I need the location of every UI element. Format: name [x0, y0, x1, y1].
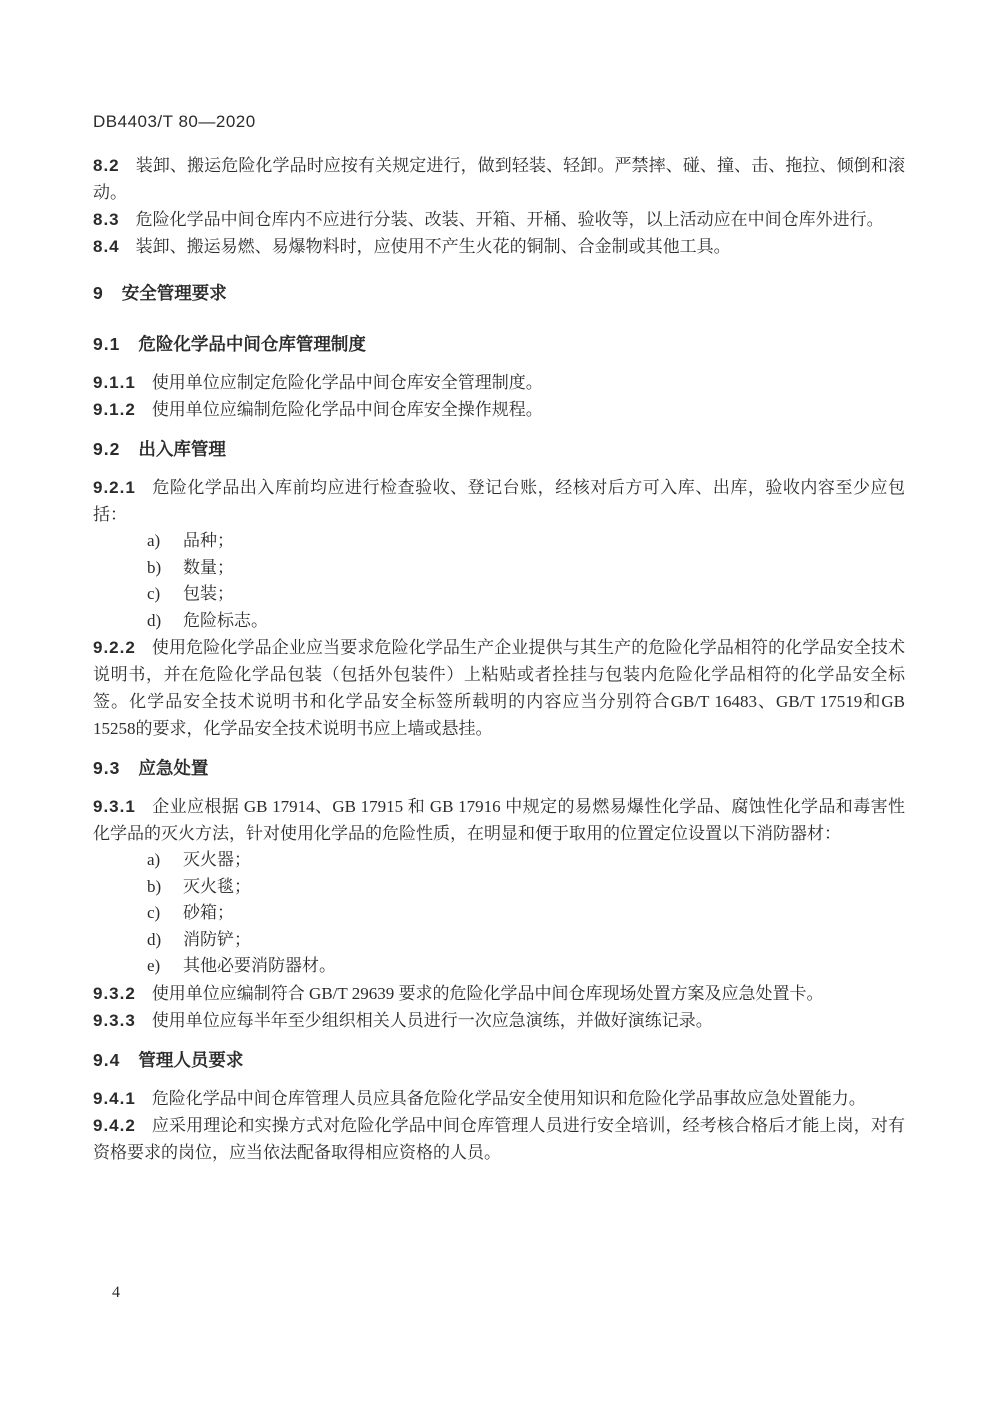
page-number: 4 [112, 1284, 120, 1301]
heading-title: 危险化学品中间仓库管理制度 [138, 334, 366, 354]
list-item-text: 危险标志。 [183, 610, 268, 630]
clause-number: 9.2.2 [93, 638, 136, 657]
clause-text: 危险化学品出入库前均应进行检查验收、登记台账，经核对后方可入库、出库，验收内容至少应包括： [93, 478, 905, 524]
clause-text: 危险化学品中间仓库管理人员应具备危险化学品安全使用知识和危险化学品事故应急处置能力。 [151, 1088, 866, 1108]
heading-title: 安全管理要求 [121, 283, 227, 303]
list-item-marker: d) [147, 610, 162, 630]
list-item-text: 灭火毯； [183, 876, 251, 896]
clause-8-3 [93, 206, 905, 233]
clause-9-2-2 [93, 634, 905, 742]
list-item-text: 砂箱； [183, 903, 234, 922]
clause-9-3-2 [93, 980, 905, 1007]
section-heading-9-1 [93, 331, 905, 358]
clause-number: 9.4.2 [93, 1115, 136, 1135]
clause-number: 9.4.1 [93, 1088, 136, 1108]
heading-number: 9.2 [93, 439, 121, 459]
clause-number: 9.2.1 [93, 478, 136, 497]
clause-text: 装卸、搬运易燃、易爆物料时，应使用不产生火花的铜制、合金制或其他工具。 [135, 237, 731, 256]
clause-9-3-1 [93, 793, 905, 847]
section-heading-9-4 [93, 1047, 905, 1074]
clause-number: 9.3.1 [93, 797, 136, 816]
clause-number: 9.1.1 [93, 373, 136, 392]
clause-number: 8.2 [93, 156, 120, 175]
list-item [93, 847, 905, 874]
clause-number: 9.3.2 [93, 983, 136, 1003]
heading-title: 应急处置 [138, 758, 209, 778]
heading-title: 管理人员要求 [138, 1049, 244, 1070]
list-item-marker: a) [147, 531, 161, 550]
list-item [93, 528, 905, 555]
clause-text: 使用单位应编制符合 GB/T 29639 要求的危险化学品中间仓库现场处置方案及应急处置卡。 [151, 983, 824, 1003]
heading-number: 9.4 [93, 1049, 121, 1070]
list-item [93, 581, 905, 608]
clause-text: 使用危险化学品企业应当要求危险化学品生产企业提供与其生产的危险化学品相符的化学品安全技术说明书，并在危险化学品包装（包括外包装件）上粘贴或者拴挂与包装内危险化学品相符的化学品安全标签。化学品安全技术说明书和化学品安全标签所载明的内容应当分别符合GB/T 16483、GB/T 17519和GB 15258的要求，化学品安全技术说明书应上墙或悬挂。 [93, 638, 905, 738]
section-heading-9 [93, 280, 905, 307]
clause-text: 装卸、搬运危险化学品时应按有关规定进行，做到轻装、轻卸。严禁摔、碰、撞、击、拖拉、倾倒和滚动。 [93, 156, 905, 202]
list-item [93, 555, 905, 582]
heading-title: 出入库管理 [138, 439, 226, 459]
clause-text: 应采用理论和实操方式对危险化学品中间仓库管理人员进行安全培训，经考核合格后才能上岗，对有资格要求的岗位，应当依法配备取得相应资格的人员。 [93, 1115, 905, 1162]
list-item-text: 灭火器； [183, 850, 251, 869]
clause-number: 8.3 [93, 210, 120, 229]
heading-number: 9.3 [93, 758, 121, 778]
clause-text: 使用单位应制定危险化学品中间仓库安全管理制度。 [151, 373, 543, 392]
document-content [93, 112, 905, 1166]
list-item-marker: b) [147, 876, 162, 896]
heading-number: 9 [93, 283, 104, 303]
list-item-text: 其他必要消防器材。 [183, 956, 336, 975]
clause-number: 9.1.2 [93, 400, 136, 419]
list-item-text: 包装； [183, 584, 234, 603]
ordered-list-9-3-1 [93, 847, 905, 980]
list-item [93, 608, 905, 635]
clause-9-1-1 [93, 369, 905, 396]
clause-number: 8.4 [93, 237, 120, 256]
clause-text: 使用单位应编制危险化学品中间仓库安全操作规程。 [151, 400, 543, 419]
heading-number: 9.1 [93, 334, 121, 354]
list-item [93, 874, 905, 901]
section-heading-9-3 [93, 755, 905, 782]
list-item-marker: c) [147, 584, 161, 603]
document-code-header: DB4403/T 80—2020 [93, 112, 256, 131]
list-item-marker: b) [147, 557, 162, 577]
list-item-marker: a) [147, 850, 161, 869]
clause-9-4-2 [93, 1112, 905, 1166]
list-item-marker: e) [147, 956, 161, 975]
clause-8-2 [93, 152, 905, 206]
clause-number: 9.3.3 [93, 1010, 136, 1030]
clause-text: 危险化学品中间仓库内不应进行分装、改装、开箱、开桶、验收等，以上活动应在中间仓库外进行。 [135, 210, 884, 229]
clause-9-1-2 [93, 396, 905, 423]
clause-9-3-3 [93, 1007, 905, 1034]
section-heading-9-2 [93, 436, 905, 463]
list-item [93, 927, 905, 954]
list-item-marker: c) [147, 903, 161, 922]
list-item-marker: d) [147, 929, 162, 949]
ordered-list-9-2-1 [93, 528, 905, 634]
clause-9-4-1 [93, 1085, 905, 1112]
clause-text: 企业应根据 GB 17914、GB 17915 和 GB 17916 中规定的易燃易爆性化学品、腐蚀性化学品和毒害性化学品的灭火方法，针对使用化学品的危险性质，在明显和便于取用的位置定位设置以下消防器材： [93, 797, 905, 843]
list-item-text: 数量； [183, 557, 234, 577]
list-item [93, 900, 905, 927]
list-item-text: 品种； [183, 531, 234, 550]
clause-8-4 [93, 233, 905, 260]
list-item-text: 消防铲； [183, 929, 251, 949]
clause-9-2-1 [93, 474, 905, 528]
clause-text: 使用单位应每半年至少组织相关人员进行一次应急演练，并做好演练记录。 [151, 1010, 713, 1030]
list-item [93, 953, 905, 980]
